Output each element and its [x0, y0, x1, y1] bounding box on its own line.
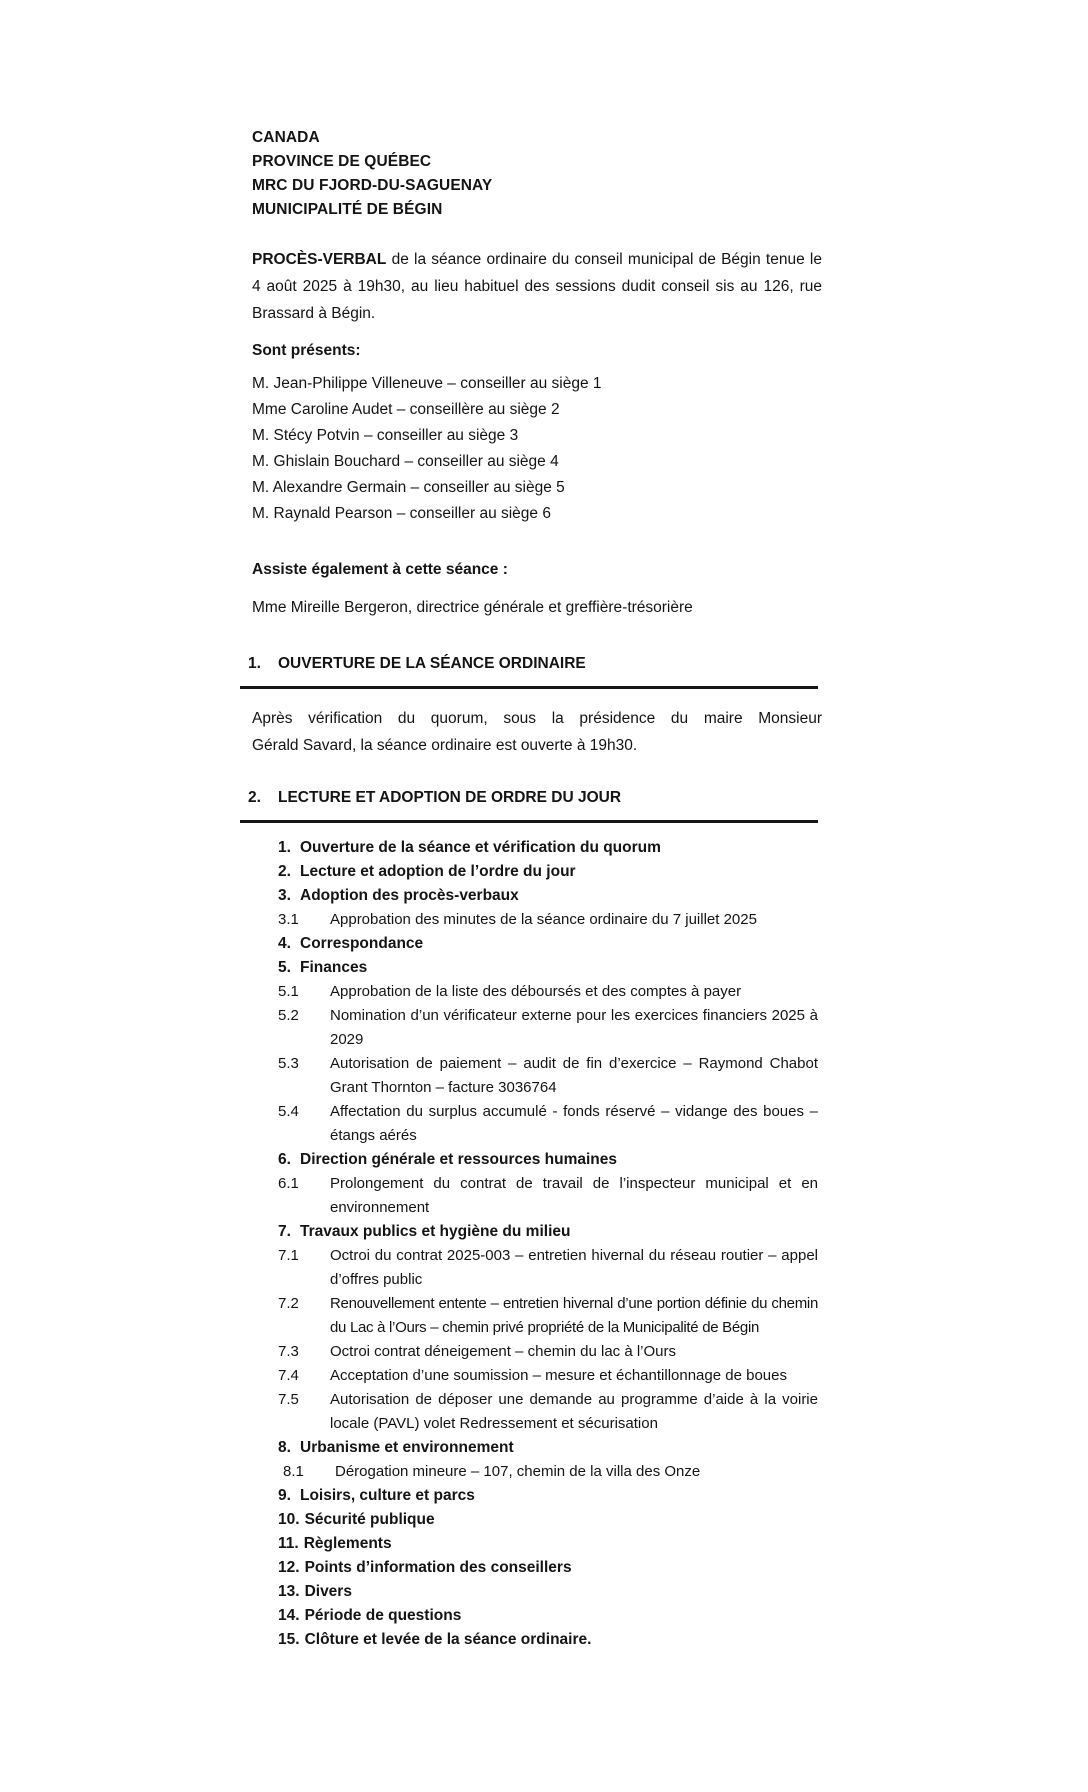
intro-text: de la séance ordinaire du conseil municipal de Bégin tenue le 4 août 2025 à 19h30, au lieu habituel des sessions dudit conseil sis au 126, rue Brassard à Bégin.	[252, 251, 822, 322]
agenda-item-number: 7.1	[278, 1247, 299, 1264]
section-2-heading	[240, 786, 818, 823]
also-attending-heading: Assiste également à cette séance :	[252, 561, 508, 578]
agenda-item-number: 14.	[278, 1607, 300, 1624]
agenda-item	[278, 1052, 818, 1100]
attendee-list-item: M. Raynald Pearson – conseiller au siège 6	[252, 505, 551, 522]
agenda-item-text: Affectation du surplus accumulé - fonds réservé – vidange des boues – étangs aérés	[330, 1103, 818, 1144]
section-2-title: LECTURE ET ADOPTION DE ORDRE DU JOUR	[278, 789, 622, 806]
agenda-item	[278, 1244, 818, 1292]
agenda-item-text: Octroi du contrat 2025-003 – entretien hivernal du réseau routier – appel d’offres public	[330, 1247, 818, 1288]
agenda-item	[278, 1172, 818, 1220]
agenda-item	[278, 1436, 818, 1460]
agenda-item-text: Loisirs, culture et parcs	[300, 1487, 475, 1504]
section-1-number: 1.	[248, 655, 261, 672]
agenda-item-number: 7.5	[278, 1391, 299, 1408]
agenda-item-number: 7.	[278, 1223, 291, 1240]
agenda-item-text: Période de questions	[304, 1607, 462, 1624]
agenda-item-text: Approbation des minutes de la séance ordinaire du 7 juillet 2025	[330, 911, 757, 928]
agenda-item	[278, 1628, 818, 1652]
agenda-item-number: 5.	[278, 959, 291, 976]
agenda-item-number: 5.1	[278, 983, 299, 1000]
agenda-item-text: Correspondance	[300, 935, 424, 952]
header-line: PROVINCE DE QUÉBEC	[252, 153, 432, 170]
agenda-item-text: Prolongement du contrat de travail de l’inspecteur municipal et en environnement	[330, 1175, 818, 1216]
agenda-item-number: 1.	[278, 839, 291, 856]
agenda-item-number: 4.	[278, 935, 291, 952]
section-1-heading	[240, 652, 818, 689]
attendee-list-item: M. Stécy Potvin – conseiller au siège 3	[252, 427, 519, 444]
agenda-item	[278, 932, 818, 956]
agenda-item-text: Règlements	[303, 1535, 392, 1552]
agenda-item	[278, 980, 818, 1004]
agenda-item-number: 7.2	[278, 1295, 299, 1312]
agenda-item-number: 8.1	[283, 1463, 304, 1480]
attendee-list-item: M. Alexandre Germain – conseiller au siège 5	[252, 479, 565, 496]
agenda-item-number: 5.4	[278, 1103, 299, 1120]
agenda-item-number: 7.3	[278, 1343, 299, 1360]
agenda-list	[278, 836, 818, 1652]
agenda-item-text: Travaux publics et hygiène du milieu	[300, 1223, 571, 1240]
agenda-item-number: 9.	[278, 1487, 291, 1504]
section-2-number: 2.	[248, 789, 261, 806]
agenda-item-number: 2.	[278, 863, 291, 880]
agenda-item-text: Sécurité publique	[304, 1511, 435, 1528]
agenda-item-text: Autorisation de paiement – audit de fin d’exercice – Raymond Chabot Grant Thornton – facture 3036764	[330, 1055, 818, 1096]
agenda-item	[278, 1364, 818, 1388]
agenda-item-text: Divers	[304, 1583, 352, 1600]
agenda-item	[278, 1004, 818, 1052]
agenda-item-number: 6.	[278, 1151, 291, 1168]
agenda-item-text: Ouverture de la séance et vérification du quorum	[300, 839, 661, 856]
agenda-item-number: 13.	[278, 1583, 300, 1600]
agenda-item-text: Points d’information des conseillers	[304, 1559, 572, 1576]
section-1-body-line-2: Gérald Savard, la séance ordinaire est ouverte à 19h30.	[252, 737, 638, 754]
agenda-item-number: 10.	[278, 1511, 300, 1528]
agenda-item	[278, 884, 818, 908]
agenda-item-number: 12.	[278, 1559, 300, 1576]
section-1-title: OUVERTURE DE LA SÉANCE ORDINAIRE	[278, 655, 586, 672]
agenda-item-text: Urbanisme et environnement	[300, 1439, 514, 1456]
agenda-item	[278, 956, 818, 980]
agenda-item-text: Finances	[300, 959, 368, 976]
agenda-item	[278, 1292, 818, 1340]
agenda-item-number: 3.1	[278, 911, 299, 928]
intro-paragraph	[252, 246, 822, 327]
agenda-item-number: 5.3	[278, 1055, 299, 1072]
agenda-item-text: Adoption des procès-verbaux	[300, 887, 519, 904]
agenda-item-number: 7.4	[278, 1367, 299, 1384]
agenda-item	[278, 836, 818, 860]
agenda-item-text: Dérogation mineure – 107, chemin de la villa des Onze	[335, 1463, 701, 1480]
section-1-body-line-1: Après vérification du quorum, sous la présidence du maire Monsieur	[252, 710, 822, 727]
agenda-item-text: Renouvellement entente – entretien hivernal d’une portion définie du chemin du Lac à l’Ours – chemin privé propriété de la Municipalité de Bégin	[330, 1295, 818, 1336]
agenda-item	[278, 1148, 818, 1172]
agenda-item	[278, 1484, 818, 1508]
agenda-item-text: Clôture et levée de la séance ordinaire.	[304, 1631, 592, 1648]
agenda-item	[278, 1580, 818, 1604]
agenda-item	[278, 1556, 818, 1580]
agenda-item-number: 3.	[278, 887, 291, 904]
agenda-item-text: Direction générale et ressources humaines	[300, 1151, 618, 1168]
present-heading: Sont présents:	[252, 342, 361, 359]
section-1-body-paragraph	[252, 705, 822, 759]
attendee-list-item: Mme Caroline Audet – conseillère au siège 2	[252, 401, 560, 418]
agenda-item	[278, 1532, 818, 1556]
proces-verbal-lead: PROCÈS-VERBAL	[252, 251, 387, 268]
agenda-item	[278, 1220, 818, 1244]
header-line: MRC DU FJORD-DU-SAGUENAY	[252, 177, 493, 194]
agenda-item	[278, 1340, 818, 1364]
agenda-item-number: 8.	[278, 1439, 291, 1456]
agenda-item-number: 6.1	[278, 1175, 299, 1192]
agenda-item-text: Autorisation de déposer une demande au programme d’aide à la voirie locale (PAVL) volet Redressement et sécurisation	[330, 1391, 818, 1432]
agenda-item	[278, 1460, 818, 1484]
agenda-item-text: Octroi contrat déneigement – chemin du lac à l’Ours	[330, 1343, 677, 1360]
agenda-item-number: 5.2	[278, 1007, 299, 1024]
agenda-item-number: 11.	[278, 1535, 299, 1552]
agenda-item	[278, 1388, 818, 1436]
agenda-item-text: Lecture et adoption de l’ordre du jour	[300, 863, 576, 880]
agenda-item-text: Nomination d’un vérificateur externe pour les exercices financiers 2025 à 2029	[330, 1007, 818, 1048]
header-line: CANADA	[252, 129, 320, 146]
agenda-item	[278, 1604, 818, 1628]
agenda-item	[278, 1100, 818, 1148]
also-attending-text: Mme Mireille Bergeron, directrice générale et greffière-trésorière	[252, 599, 693, 616]
document-header	[252, 126, 1088, 222]
agenda-item	[278, 908, 818, 932]
agenda-item-text: Approbation de la liste des déboursés et des comptes à payer	[330, 983, 742, 1000]
attendee-list	[252, 371, 1088, 527]
agenda-item-text: Acceptation d’une soumission – mesure et échantillonnage de boues	[330, 1367, 787, 1384]
attendee-list-item: M. Ghislain Bouchard – conseiller au siège 4	[252, 453, 559, 470]
agenda-item	[278, 1508, 818, 1532]
header-line: MUNICIPALITÉ DE BÉGIN	[252, 201, 443, 218]
agenda-item-number: 15.	[278, 1631, 300, 1648]
agenda-item	[278, 860, 818, 884]
attendee-list-item: M. Jean-Philippe Villeneuve – conseiller au siège 1	[252, 375, 602, 392]
